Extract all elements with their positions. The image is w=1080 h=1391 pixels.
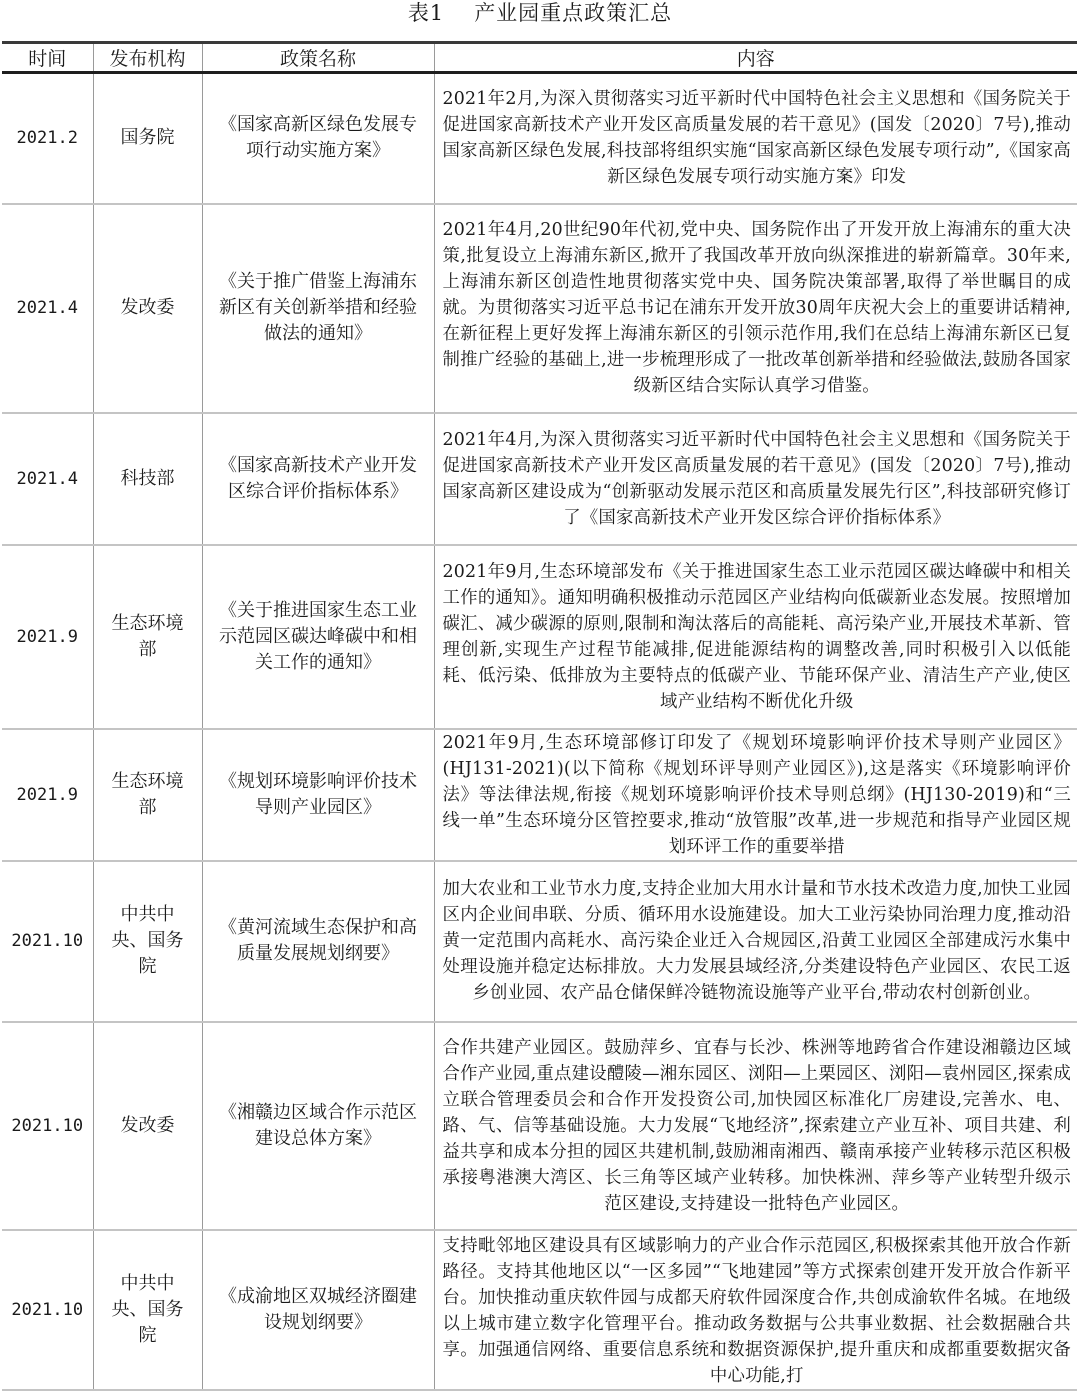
table-row — [2, 861, 1077, 1022]
table-row — [2, 729, 1077, 861]
table-title: 产业园重点政策汇总 — [474, 1, 673, 25]
cell-org: 发改委 — [93, 204, 202, 413]
table-row — [2, 204, 1077, 413]
cell-date: 2021.4 — [2, 204, 93, 413]
cell-policy-name: 《湘赣边区域合作示范区建设总体方案》 — [202, 1022, 434, 1230]
policy-table — [2, 41, 1077, 1391]
cell-content: 支持毗邻地区建设具有区域影响力的产业合作示范园区,积极探索其他开放合作新路径。支持其他地区以“一区多园”“飞地建园”等方式探索创建开发开放合作新平台。加快推动重庆软件园与成都天府软件园深度合作,共创成渝软件名城。在地级以上城市建立数字化管理平台。推动政务数据与公共事业数据、社会数据融合共享。加强通信网络、重要信息系统和数据资源保护,提升重庆和成都重要数据灾备中心功能,打 — [434, 1230, 1077, 1390]
cell-org: 中共中央、国务院 — [93, 861, 202, 1022]
cell-policy-name: 《黄河流域生态保护和高质量发展规划纲要》 — [202, 861, 434, 1022]
cell-org: 科技部 — [93, 413, 202, 545]
table-row — [2, 413, 1077, 545]
table-row — [2, 545, 1077, 729]
cell-content: 合作共建产业园区。鼓励萍乡、宜春与长沙、株洲等地跨省合作建设湘赣边区域合作产业园,重点建设醴陵—湘东园区、浏阳—上栗园区、浏阳—袁州园区,探索成立联合管理委员会和合作开发投资公司,加快园区标准化厂房建设,完善水、电、路、气、信等基础设施。大力发展“飞地经济”,探索建立产业互补、项目共建、利益共享和成本分担的园区共建机制,鼓励湘南湘西、赣南承接产业转移示范区积极承接粤港澳大湾区、长三角等区域产业转移。加快株洲、萍乡等产业转型升级示范区建设,支持建设一批特色产业园区。 — [434, 1022, 1077, 1230]
cell-org: 中共中央、国务院 — [93, 1230, 202, 1390]
cell-policy-name: 《关于推广借鉴上海浦东新区有关创新举措和经验做法的通知》 — [202, 204, 434, 413]
header-date: 时间 — [2, 43, 93, 73]
cell-org: 生态环境部 — [93, 545, 202, 729]
cell-content: 2021年9月,生态环境部修订印发了《规划环境影响评价技术导则产业园区》(HJ131-2021)(以下简称《规划环评导则产业园区》),这是落实《环境影响评价法》等法律法规,衔接《规划环境影响评价技术导则总纲》(HJ130-2019)和“三线一单”生态环境分区管控要求,推动“放管服”改革,进一步规范和指导产业园区规划环评工作的重要举措 — [434, 729, 1077, 861]
cell-org: 生态环境部 — [93, 729, 202, 861]
table-header-row — [2, 43, 1077, 73]
cell-date: 2021.4 — [2, 413, 93, 545]
cell-date: 2021.10 — [2, 1230, 93, 1390]
cell-date: 2021.2 — [2, 73, 93, 204]
header-content: 内容 — [434, 43, 1077, 73]
cell-policy-name: 《成渝地区双城经济圈建设规划纲要》 — [202, 1230, 434, 1390]
cell-content: 2021年4月,为深入贯彻落实习近平新时代中国特色社会主义思想和《国务院关于促进国家高新技术产业开发区高质量发展的若干意见》(国发〔2020〕7号),推动国家高新区建设成为“创新驱动发展示范区和高质量发展先行区”,科技部研究修订了《国家高新技术产业开发区综合评价指标体系》 — [434, 413, 1077, 545]
table-number: 表1 — [407, 1, 445, 25]
header-org: 发布机构 — [93, 43, 202, 73]
cell-policy-name: 《国家高新技术产业开发区综合评价指标体系》 — [202, 413, 434, 545]
table-caption — [0, 0, 1080, 30]
cell-date: 2021.10 — [2, 861, 93, 1022]
table-row — [2, 1022, 1077, 1230]
cell-content: 2021年9月,生态环境部发布《关于推进国家生态工业示范园区碳达峰碳中和相关工作的通知》。通知明确积极推动示范园区产业结构向低碳新业态发展。按照增加碳汇、减少碳源的原则,限制和淘汰落后的高能耗、高污染产业,开展技术革新、管理创新,实现生产过程节能减排,促进能源结构的调整改善,同时积极引入以低能耗、低污染、低排放为主要特点的低碳产业、节能环保产业、清洁生产产业,使区域产业结构不断优化升级 — [434, 545, 1077, 729]
cell-content: 2021年4月,20世纪90年代初,党中央、国务院作出了开发开放上海浦东的重大决策,批复设立上海浦东新区,掀开了我国改革开放向纵深推进的崭新篇章。30年来,上海浦东新区创造性地贯彻落实党中央、国务院决策部署,取得了举世瞩目的成就。为贯彻落实习近平总书记在浦东开发开放30周年庆祝大会上的重要讲话精神,在新征程上更好发挥上海浦东新区的引领示范作用,我们在总结上海浦东新区已复制推广经验的基础上,进一步梳理形成了一批改革创新举措和经验做法,鼓励各国家级新区结合实际认真学习借鉴。 — [434, 204, 1077, 413]
cell-org: 发改委 — [93, 1022, 202, 1230]
cell-content: 2021年2月,为深入贯彻落实习近平新时代中国特色社会主义思想和《国务院关于促进国家高新技术产业开发区高质量发展的若干意见》(国发〔2020〕7号),推动国家高新区绿色发展,科技部将组织实施“国家高新区绿色发展专项行动”,《国家高新区绿色发展专项行动实施方案》印发 — [434, 73, 1077, 204]
table-row — [2, 1230, 1077, 1390]
header-policy-name: 政策名称 — [202, 43, 434, 73]
cell-date: 2021.10 — [2, 1022, 93, 1230]
table-row — [2, 73, 1077, 204]
cell-policy-name: 《国家高新区绿色发展专项行动实施方案》 — [202, 73, 434, 204]
cell-policy-name: 《规划环境影响评价技术导则产业园区》 — [202, 729, 434, 861]
cell-org: 国务院 — [93, 73, 202, 204]
cell-policy-name: 《关于推进国家生态工业示范园区碳达峰碳中和相关工作的通知》 — [202, 545, 434, 729]
cell-date: 2021.9 — [2, 545, 93, 729]
cell-content: 加大农业和工业节水力度,支持企业加大用水计量和节水技术改造力度,加快工业园区内企业间串联、分质、循环用水设施建设。加大工业污染协同治理力度,推动沿黄一定范围内高耗水、高污染企业迁入合规园区,沿黄工业园区全部建成污水集中处理设施并稳定达标排放。大力发展县域经济,分类建设特色产业园区、农民工返乡创业园、农产品仓储保鲜冷链物流设施等产业平台,带动农村创新创业。 — [434, 861, 1077, 1022]
cell-date: 2021.9 — [2, 729, 93, 861]
